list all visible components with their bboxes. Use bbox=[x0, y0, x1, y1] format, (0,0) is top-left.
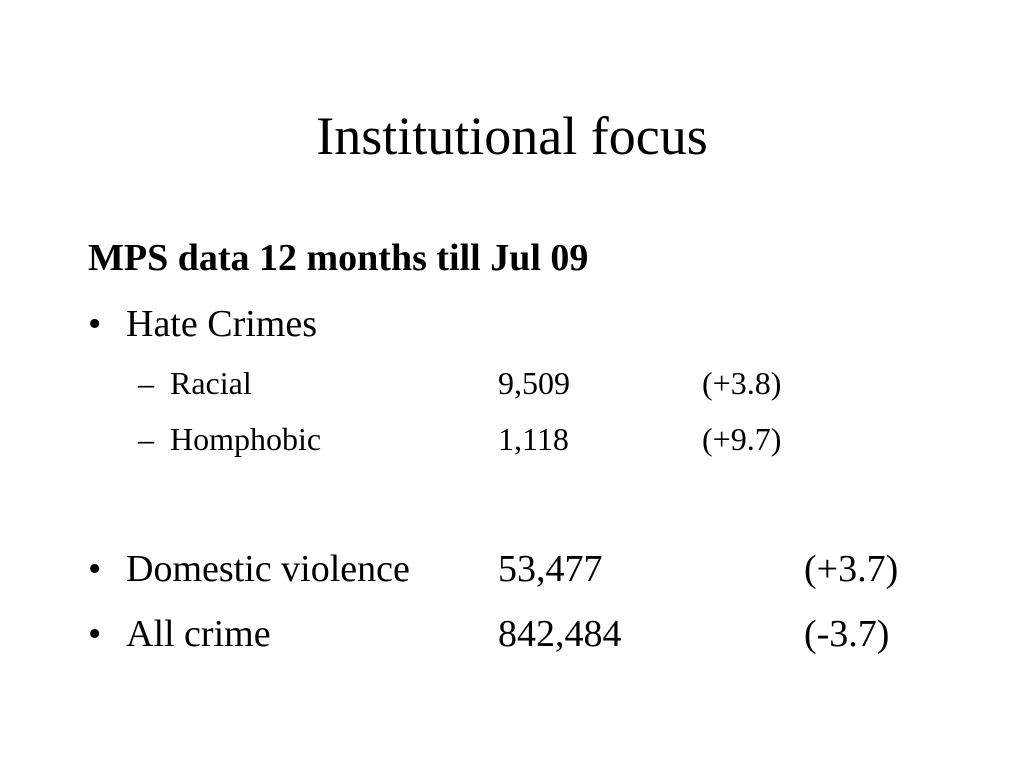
section-heading: MPS data 12 months till Jul 09 bbox=[88, 237, 589, 279]
sub-bullet-racial bbox=[138, 364, 938, 402]
bullet-hate-crimes bbox=[88, 302, 988, 346]
sub-bullet-homphobic bbox=[138, 420, 938, 458]
bullet-marker: • bbox=[88, 548, 102, 590]
bullet-marker: • bbox=[88, 303, 102, 345]
bullet-change: (+3.7) bbox=[804, 548, 899, 590]
bullet-label: All crime bbox=[126, 613, 271, 655]
bullet-all-crime bbox=[88, 612, 988, 656]
sub-bullet-change: (+9.7) bbox=[702, 421, 782, 457]
bullet-marker: • bbox=[88, 613, 102, 655]
bullet-domestic-violence bbox=[88, 547, 988, 591]
bullet-value: 53,477 bbox=[498, 548, 603, 590]
sub-bullet-change: (+3.8) bbox=[702, 365, 782, 401]
sub-bullet-value: 1,118 bbox=[498, 421, 569, 457]
slide-title: Institutional focus bbox=[316, 106, 708, 166]
bullet-label: Domestic violence bbox=[126, 548, 410, 590]
bullet-label: Hate Crimes bbox=[126, 303, 318, 345]
sub-bullet-label: Racial bbox=[170, 365, 252, 401]
bullet-change: (-3.7) bbox=[804, 613, 890, 655]
sub-bullet-label: Homphobic bbox=[170, 421, 322, 457]
dash-marker: – bbox=[138, 421, 154, 457]
dash-marker: – bbox=[138, 365, 154, 401]
bullet-value: 842,484 bbox=[498, 613, 622, 655]
sub-bullet-value: 9,509 bbox=[498, 365, 570, 401]
